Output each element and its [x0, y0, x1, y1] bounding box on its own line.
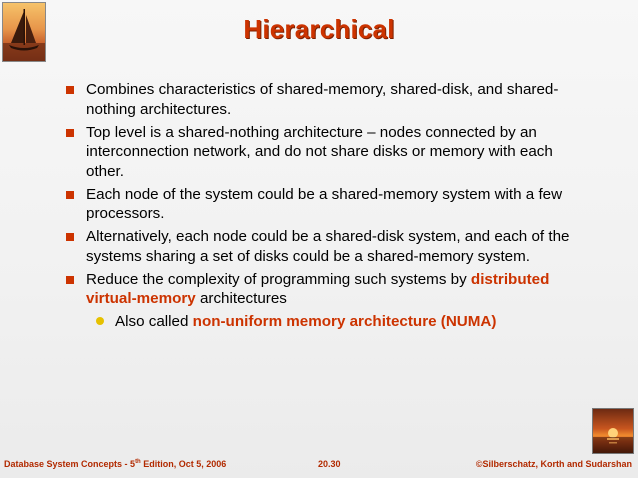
bullet-text: Alternatively, each node could be a shared-disk system, and each of the systems sharing a set of disks could be a shared-memory system. [86, 228, 570, 265]
square-bullet-icon [66, 276, 74, 284]
bullet-text: Top level is a shared-nothing architecture – nodes connected by an interconnection network, and do not share disks or memory with each other. [86, 123, 553, 180]
footer-book-title: Database System Concepts - 5th Edition, Oct 5, 2006 [4, 459, 227, 469]
sub-bullet-item [62, 312, 582, 332]
bullet-item [62, 185, 582, 224]
slide-title: Hierarchical [243, 14, 395, 44]
slide-content [62, 80, 582, 332]
bullet-text: Combines characteristics of shared-memory, shared-disk, and shared-nothing architectures. [86, 81, 559, 118]
bullet-item [62, 80, 582, 119]
bullet-highlight: distributed virtual-memory [86, 270, 550, 307]
square-bullet-icon [66, 233, 74, 241]
sunset-sea-icon [592, 408, 634, 454]
square-bullet-icon [66, 129, 74, 137]
sub-bullet-prefix: Also called [115, 313, 193, 330]
bullet-item [62, 123, 582, 182]
bullet-item [62, 270, 582, 309]
footer-copyright: ©Silberschatz, Korth and Sudarshan [475, 459, 632, 469]
sub-bullet-highlight: non-uniform memory architecture (NUMA) [192, 313, 497, 330]
round-bullet-icon [96, 317, 104, 325]
bullet-text: Each node of the system could be a shared-memory system with a few processors. [86, 185, 563, 222]
square-bullet-icon [66, 191, 74, 199]
bullet-text-suffix: architectures [195, 290, 287, 307]
slide-footer [0, 459, 638, 473]
bullet-item [62, 227, 582, 266]
bullet-text-prefix: Reduce the complexity of programming such systems by [86, 270, 471, 288]
square-bullet-icon [66, 86, 74, 94]
footer-slide-number: 20.30 [318, 459, 341, 469]
